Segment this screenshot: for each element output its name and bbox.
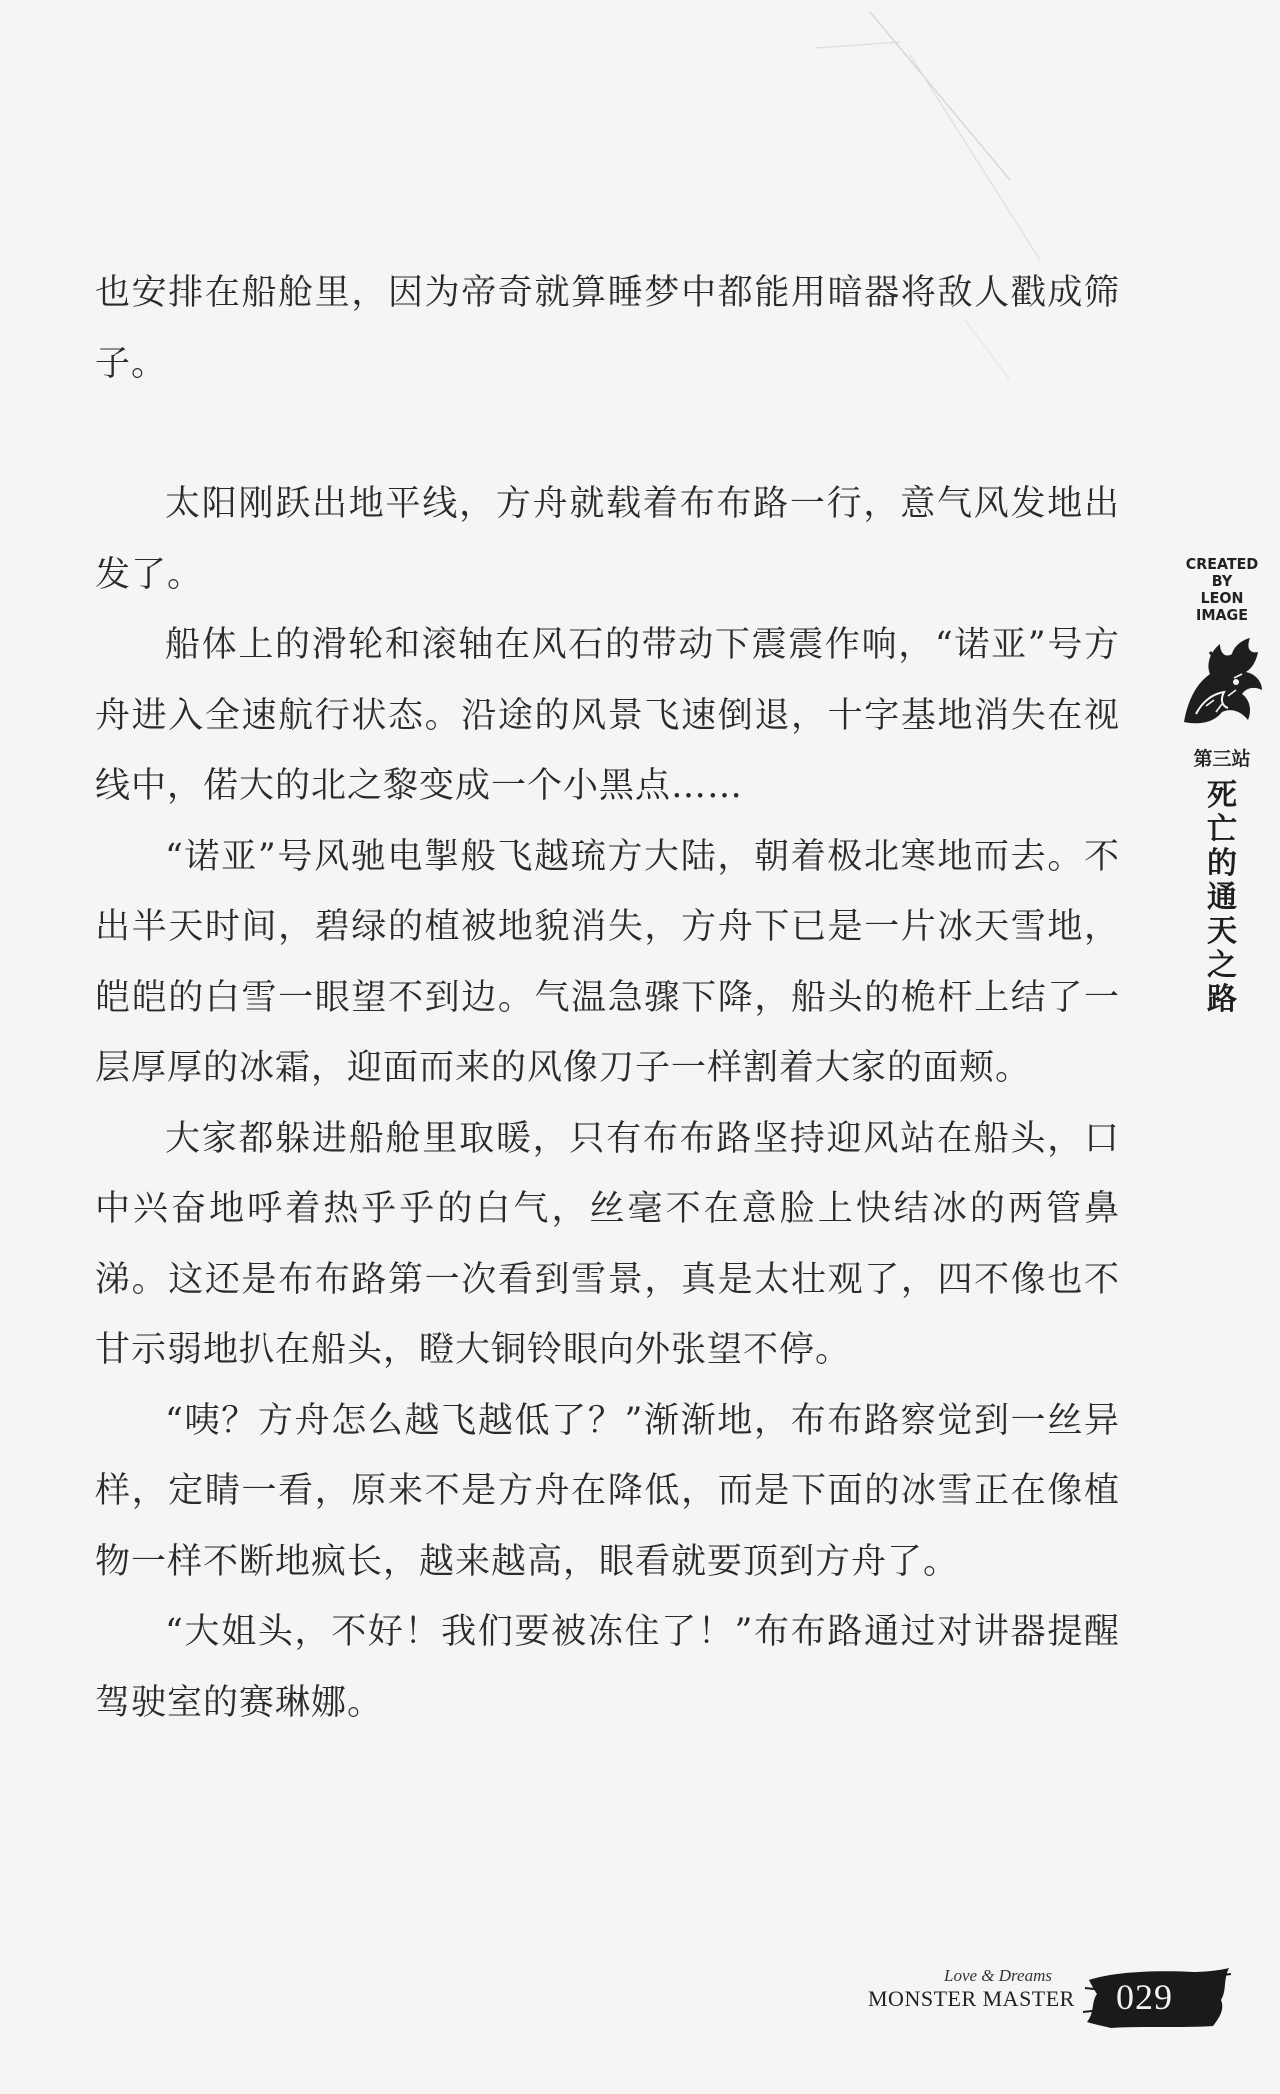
- brand-title: MONSTER MASTER: [868, 1986, 1075, 2011]
- brand-tagline: Love & Dreams: [944, 1966, 1052, 1985]
- page-number: 029: [1116, 1977, 1173, 2017]
- paragraph: 大家都躲进船舱里取暖，只有布布路坚持迎风站在船头，口中兴奋地呼着热乎乎的白气，丝毫不在意脸上快结冰的两管鼻涕。这还是布布路第一次看到雪景，真是太壮观了，四不像也不甘示弱地扒在船头，瞪大铜铃眼向外张望不停。: [95, 1118, 1120, 1370]
- dragon-head-icon: [1176, 630, 1268, 734]
- body-text: [95, 258, 1120, 1738]
- paragraph: 太阳刚跃出地平线，方舟就载着布布路一行，意气风发地出发了。: [95, 484, 1120, 595]
- paragraph: “大姐头，不好！我们要被冻住了！”布布路通过对讲器提醒驾驶室的赛琳娜。: [95, 1612, 1120, 1723]
- paragraph: 也安排在船舱里，因为帝奇就算睡梦中都能用暗器将敌人戳成筛子。: [95, 273, 1120, 384]
- paragraph: 船体上的滑轮和滚轴在风石的带动下震震作响，“诺亚”号方舟进入全速航行状态。沿途的风景飞速倒退，十字基地消失在视线中，偌大的北之黎变成一个小黑点……: [95, 625, 1120, 806]
- paragraph: “诺亚”号风驰电掣般飞越琉方大陆，朝着极北寒地而去。不出半天时间，碧绿的植被地貌消失，方舟下已是一片冰天雪地，皑皑的白雪一眼望不到边。气温急骤下降，船头的桅杆上结了一层厚厚的冰霜，迎面而来的风像刀子一样割着大家的面颊。: [95, 836, 1120, 1088]
- station-label: 第三站: [1193, 748, 1251, 770]
- created-by-label: CREATED BY LEON IMAGE: [1185, 555, 1259, 624]
- chapter-title: 死亡的通天之路: [1207, 778, 1237, 1017]
- page-footer: [868, 1966, 1238, 2032]
- paragraph: “咦？方舟怎么越飞越低了？”渐渐地，布布路察觉到一丝异样，定睛一看，原来不是方舟在降低，而是下面的冰雪正在像植物一样不断地疯长，越来越高，眼看就要顶到方舟了。: [95, 1400, 1120, 1582]
- chapter-side-tab: [1172, 556, 1272, 1017]
